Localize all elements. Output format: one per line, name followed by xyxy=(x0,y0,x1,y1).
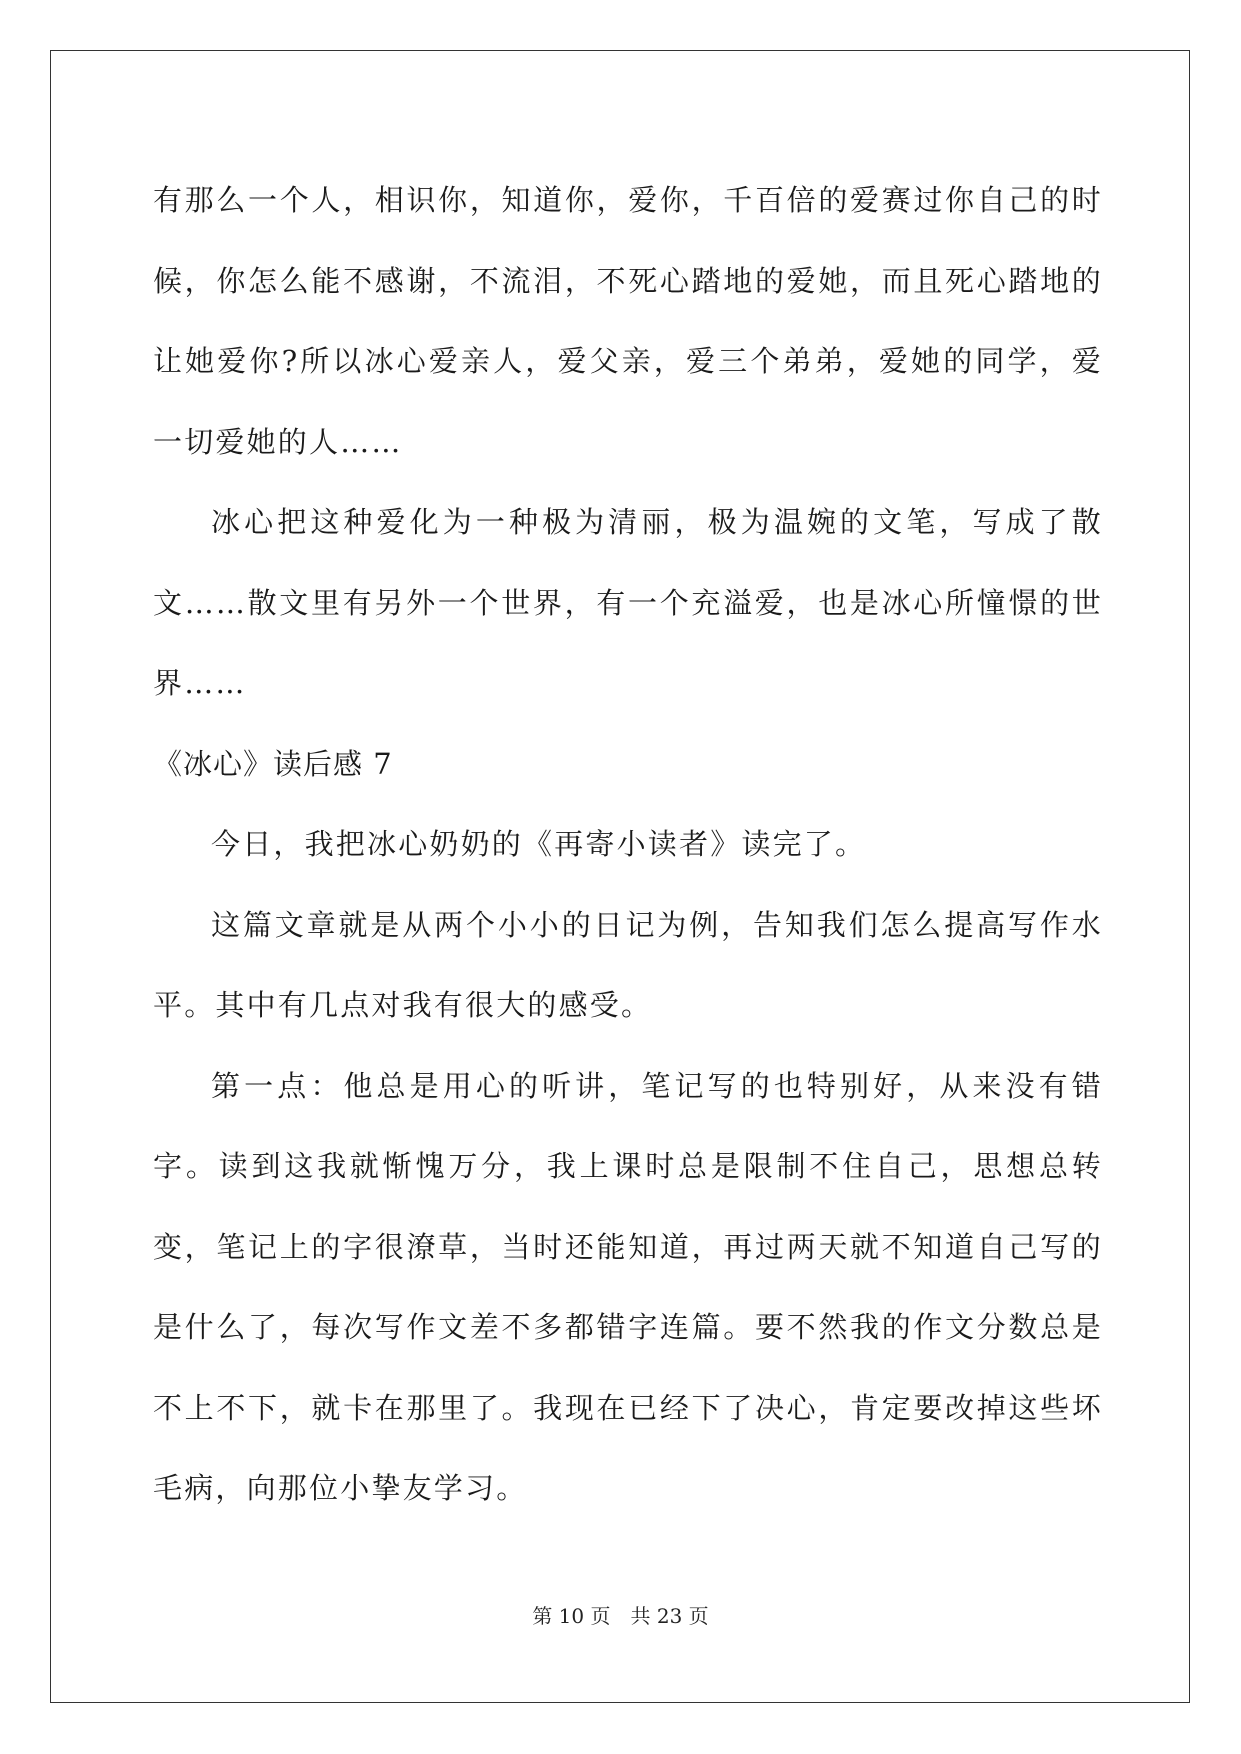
page-number: 第 10 页 共 23 页 xyxy=(532,1604,709,1628)
document-body xyxy=(153,160,1103,1529)
paragraph: 今日，我把冰心奶奶的《再寄小读者》读完了。 xyxy=(211,827,867,861)
paragraph: 这篇文章就是从两个小小的日记为例，告知我们怎么提高写作水平。其中有几点对我有很大的感受。 xyxy=(153,907,1103,1022)
paragraph: 有那么一个人，相识你，知道你，爱你，千百倍的爱赛过你自己的时候，你怎么能不感谢，不流泪，不死心踏地的爱她，而且死心踏地的让她爱你?所以冰心爱亲人，爱父亲，爱三个弟弟，爱她的同学，爱一切爱她的人…… xyxy=(153,183,1103,459)
paragraph: 冰心把这种爱化为一种极为清丽，极为温婉的文笔，写成了散文……散文里有另外一个世界，有一个充溢爱，也是冰心所憧憬的世界…… xyxy=(153,505,1103,700)
section-heading: 《冰心》读后感 7 xyxy=(153,746,393,781)
paragraph: 第一点：他总是用心的听讲，笔记写的也特别好，从来没有错字。读到这我就惭愧万分，我上课时总是限制不住自己，思想总转变，笔记上的字很潦草，当时还能知道，再过两天就不知道自己写的是什么了，每次写作文差不多都错字连篇。要不然我的作文分数总是不上不下，就卡在那里了。我现在已经下了决心，肯定要改掉这些坏毛病，向那位小挚友学习。 xyxy=(153,1068,1103,1505)
